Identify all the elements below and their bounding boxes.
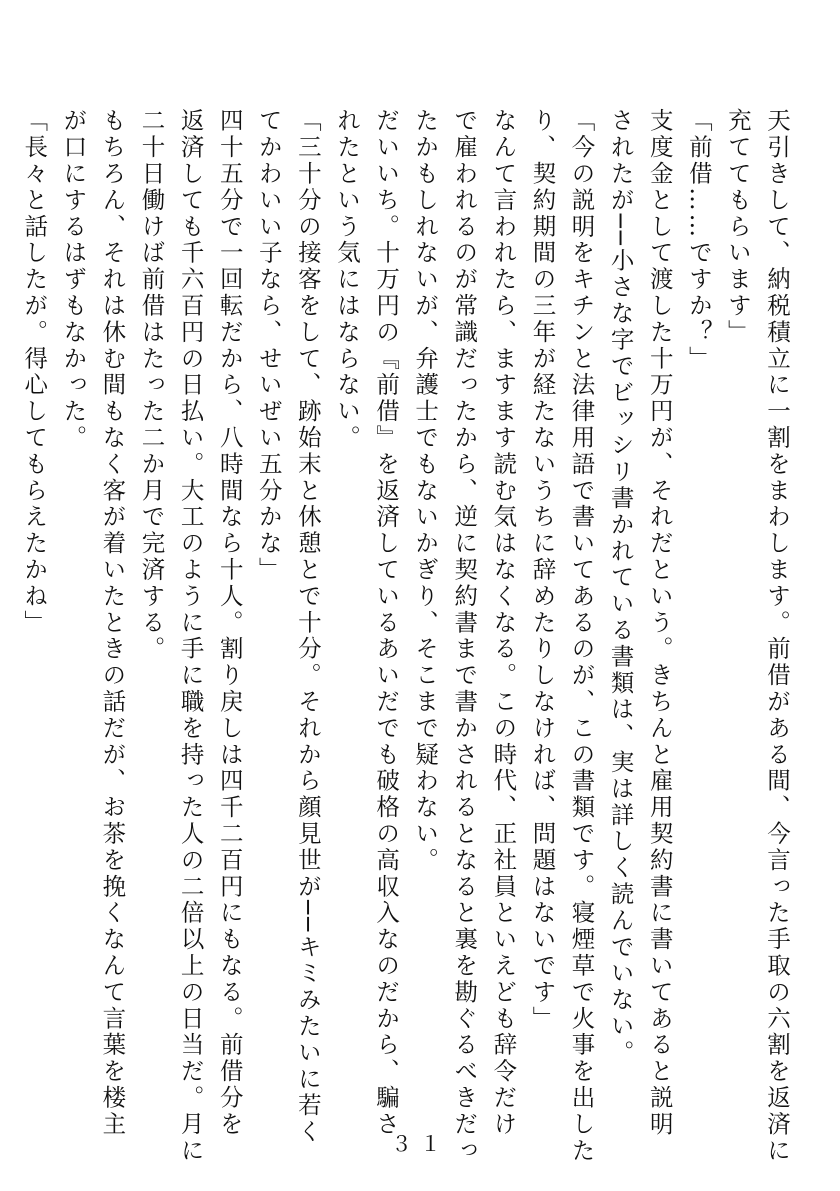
text-line: 「長々と話したが。得心してもらえたかね」 xyxy=(20,108,49,636)
text-line: てかわいい子なら、せいぜい五分かな」 xyxy=(254,108,283,584)
text-line: されたが──小さな字でビッシリ書かれている書類は、実は詳しく読んでいない。 xyxy=(606,108,635,1067)
text-line: なんて言われたら、ますます読む気はなくなる。この時代、正社員といえども辞令だけ xyxy=(489,108,518,1138)
text-line: もちろん、それは休む間もなく客が着いたときの話だが、お茶を挽くなんて言葉を楼主 xyxy=(98,108,127,1138)
text-line: 二十日働けば前借はたった二か月で完済する。 xyxy=(137,108,166,663)
text-line: 「三十分の接客をして、跡始末と休憩とで十分。それから顔見世が──キミみたいに若く xyxy=(293,108,322,1146)
text-line: れたという気にはならない。 xyxy=(332,108,361,452)
text-line: 天引きして、納税積立に一割をまわします。前借がある間、今言った手取の六割を返済に xyxy=(763,108,791,1164)
text-line: で雇われるのが常識だったから、逆に契約書まで書かされるとなると裏を勘ぐるべきだっ xyxy=(450,108,479,1164)
text-line: 「前借……ですか？」 xyxy=(684,108,713,372)
text-line: たかもしれないが、弁護士でもないかぎり、そこまで疑わない。 xyxy=(411,108,440,874)
page-number: ３１ xyxy=(391,1132,449,1156)
text-line: 返済しても千六百円の日払い。大工のように手に職を持った人の二倍以上の日当だ。月に xyxy=(176,108,205,1164)
text-line: 「今の説明をキチンと法律用語で書いてあるのが、この書類です。寝煙草で火事を出した xyxy=(567,108,596,1164)
text-line: り、契約期間の三年が経たないうちに辞めたりしなければ、問題はないです」 xyxy=(528,108,557,1032)
text-line: が口にするはずもなかった。 xyxy=(59,108,88,452)
text-line: 充ててもらいます」 xyxy=(723,108,752,346)
text-line: 支度金として渡した十万円が、それだという。きちんと雇用契約書に書いてあると説明 xyxy=(645,108,674,1138)
text-line: だいいち。十万円の『前借』を返済しているあいだでも破格の高収入なのだから、騙さ xyxy=(372,108,401,1138)
text-line: 四十五分で一回転だから、八時間なら十人。割り戻しは四千二百円にもなる。前借分を xyxy=(215,108,244,1138)
